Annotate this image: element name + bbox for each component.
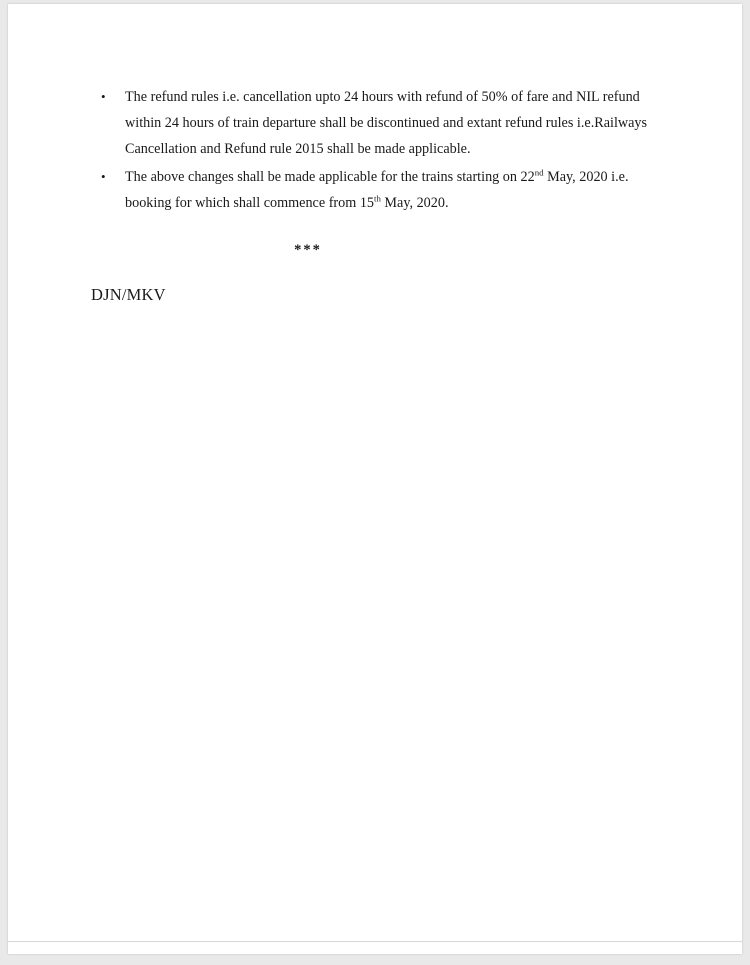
bullet-icon: •	[101, 169, 106, 184]
list-item-text	[125, 164, 674, 216]
list-item	[92, 164, 674, 216]
ordinal-suffix: nd	[534, 167, 544, 178]
list-item	[92, 84, 674, 162]
bullet-icon: •	[101, 89, 106, 104]
page-bottom-divider	[8, 941, 742, 942]
document-page	[8, 4, 742, 954]
text-run: The refund rules i.e. cancellation upto 24 hours with refund of 50% of fare and NIL refund within 24 hours of train departure shall be discontinued and extant refund rules i.e.Railways Cancellation and Refund rule 2015 shall be made applicable.	[125, 89, 648, 157]
page-content	[8, 4, 742, 954]
text-run: The above changes shall be made applicable for the trains starting on 22	[125, 169, 535, 185]
section-separator: ***	[294, 242, 322, 258]
list-item-text	[125, 84, 674, 162]
bullet-list	[92, 84, 674, 216]
text-run: May, 2020.	[380, 195, 449, 211]
text-run: May, 2020 i.e. booking for which shall commence from 15	[125, 169, 629, 211]
signoff-initials: DJN/MKV	[91, 285, 166, 304]
ordinal-suffix: th	[374, 193, 381, 204]
